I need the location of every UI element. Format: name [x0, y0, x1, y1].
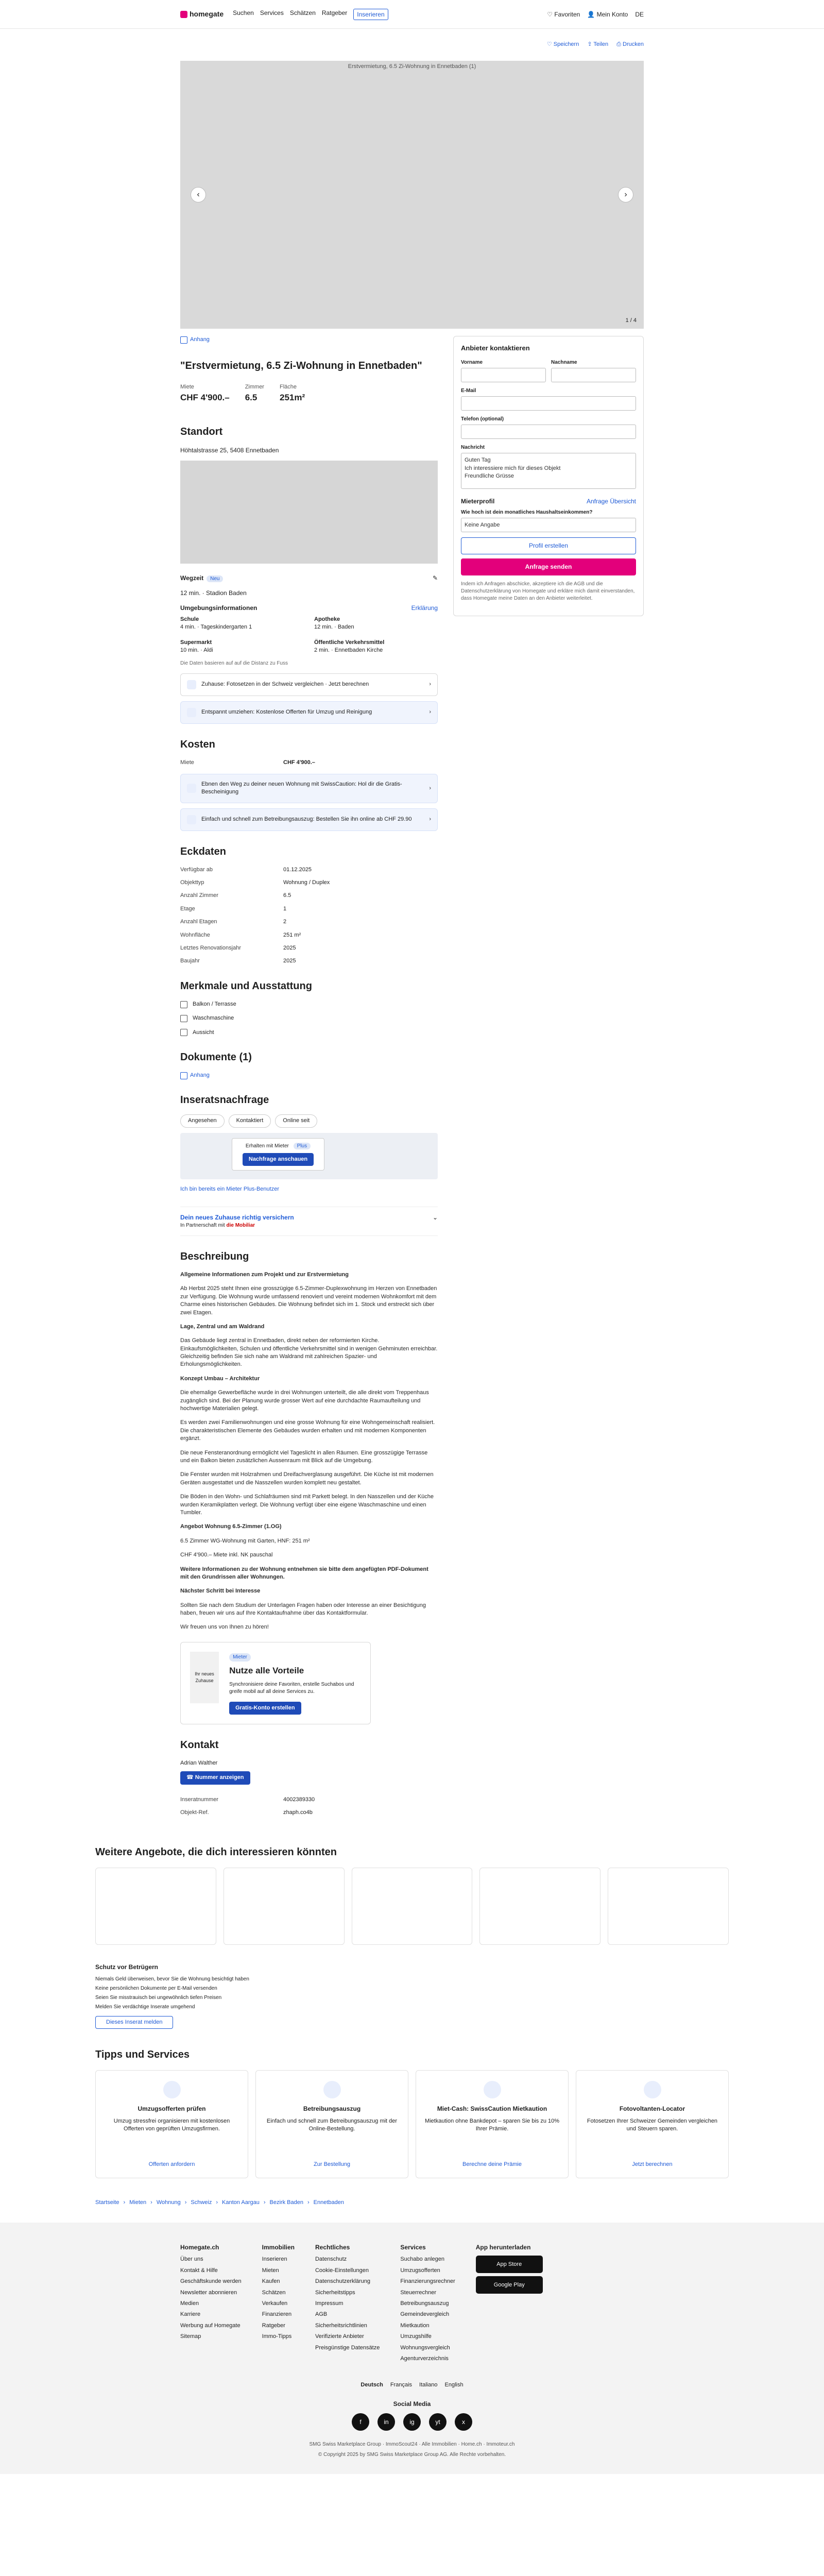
- description-paragraph: Weitere Informationen zu der Wohnung entnehmen sie bitte dem angefügten PDF-Dokument mit den Grundrissen aller Wohnungen.: [180, 1566, 428, 1580]
- nav-suchen[interactable]: Suchen: [233, 9, 254, 16]
- main-nav: [233, 9, 388, 21]
- contact-form: Anbieter kontaktieren Vorname Nachname E-Mail Telefon (optional) Nachricht Guten Tag Ich interessiere mich für dieses Objekt Freundliche Grüsse Mieterprofil Anfrage Übersicht Wie hoch ist dein monatliches Haushaltseinkommen? Keine Angabe Profil erstellen Anfrage senden Indem ich Anfragen abschicke, akzeptiere ich die AGB und die Datenschutzerklärung von Homegate und erkläre mich damit einverstanden, dass Homegate meine Daten an den Anbieter weiterleitet.: [453, 336, 644, 616]
- demand-blurred-stats: [180, 1133, 438, 1179]
- footer-link[interactable]: Cookie-Einstellungen: [315, 2267, 369, 2274]
- similar-heading: Weitere Angebote, die dich interessieren könnten: [95, 1846, 337, 1858]
- demand-heading: Inseratsnachfrage: [180, 1094, 269, 1106]
- nav-ratgeber[interactable]: Ratgeber: [321, 9, 348, 16]
- footer-link[interactable]: Finanzierungsrechner: [400, 2278, 455, 2285]
- description-paragraph: Die neue Fensteranordnung ermöglicht viel Tageslicht in allen Räumen. Eine grosszügige Terrasse und ein Balkon bieten zusätzlichen Aussenraum mit Blick auf die Umgebung.: [180, 1449, 428, 1464]
- x-icon[interactable]: x: [455, 2413, 472, 2431]
- footer-column-heading: Immobilien: [262, 2243, 295, 2251]
- footer-link[interactable]: Medien: [180, 2300, 199, 2307]
- report-listing-button[interactable]: Dieses Inserat melden: [95, 2016, 173, 2029]
- swisscaution-card[interactable]: Ebnen den Weg zu deiner neuen Wohnung mit SwissCaution: Hol dir die Gratis-Bescheinigung ›: [180, 774, 438, 803]
- footer-link[interactable]: Immo-Tipps: [262, 2333, 292, 2340]
- rooms-value: 6.5: [245, 392, 258, 402]
- description-paragraph: Nächster Schritt bei Interesse: [180, 1588, 261, 1595]
- listing-number: 4002389330: [283, 1796, 315, 1803]
- description-paragraph: Die Fenster wurden mit Holzrahmen und Dreifachverglasung ausgeführt. Die Küche ist mit modernen Geräten ausgestattet und die Nasszellen wurden komplett neu gestaltet.: [180, 1471, 434, 1486]
- homegate-logo[interactable]: homegate: [180, 9, 224, 20]
- location-heading: Standort: [180, 426, 223, 437]
- description-paragraph: 6.5 Zimmer WG-Wohnung mit Garten, HNF: 251 m²: [180, 1537, 310, 1544]
- linkedin-icon[interactable]: in: [377, 2413, 395, 2431]
- rooms-label: Zimmer: [245, 384, 264, 391]
- contact-name: Adrian Walther: [180, 1760, 218, 1767]
- view-icon: [180, 1029, 187, 1036]
- chevron-right-icon: ›: [429, 785, 431, 791]
- details-table: Verfügbar ab 01.12.2025 Objekttyp Wohnung / Duplex Anzahl Zimmer 6.5 Etage 1 Anzahl Etagen 2 Wohnfläche 251 m² Letztes Renovationsjahr 2025 Baujahr 2025: [180, 866, 330, 964]
- account-promo: [180, 1642, 371, 1724]
- tip-card-deposit: Miet-Cash: SwissCaution Mietkaution Mietkaution ohne Bankdepot – sparen Sie bis zu 10% Ihrer Prämie. Berechne deine Prämie: [416, 2070, 569, 2178]
- show-number-button[interactable]: ☎ Nummer anzeigen: [180, 1771, 250, 1784]
- description-paragraph: Ab Herbst 2025 steht Ihnen eine grosszügige 6.5-Zimmer-Duplexwohnung im Herzen von Ennetbaden zur Verfügung. Die Wohnung wurde umfassend renoviert und vereint modernen Wohnkomfort mit dem Charme eines historischen Gebäudes. Die Wohnung befindet sich im 1. Stock und erstreckt sich über zwei Etagen.: [180, 1285, 437, 1316]
- poi-note: Die Daten basieren auf auf die Distanz zu Fuss: [180, 660, 288, 666]
- footer-apps: App herunterladen App Store Google Play: [476, 2243, 543, 2366]
- description-body: [180, 1271, 438, 1632]
- poi-school-label: Schule: [180, 616, 199, 622]
- breadcrumb-item[interactable]: Bezirk Baden: [269, 2199, 303, 2206]
- balcony-icon: [180, 1001, 187, 1008]
- footer-column-heading: Homegate.ch: [180, 2243, 219, 2251]
- view-demand-button[interactable]: Nachfrage anschauen: [243, 1153, 314, 1166]
- description-paragraph: Das Gebäude liegt zentral in Ennetbaden, direkt neben der reformierten Kirche. Einkaufsmöglichkeiten, Schulen und öffentliche Verkehrsmittel sind in wenigen Gehminuten erreichbar. Gleichzeitig befinden Sie sich nahe am Waldrand mit zahlreichen Spazier- und Erholungsmöglichkeiten.: [180, 1337, 438, 1368]
- moving-offers-card[interactable]: Entspannt umziehen: Kostenlose Offerten für Umzug und Reinigung ›: [180, 701, 438, 724]
- insurance-title[interactable]: Dein neues Zuhause richtig versichern: [180, 1214, 294, 1222]
- print-button[interactable]: ⎙ Drucken: [616, 41, 644, 48]
- tips-heading: Tipps und Services: [95, 2049, 190, 2061]
- group-links: SMG Swiss Marketplace Group · ImmoScout24 · Alle Immobilien · Home.ch · Immoteur.ch: [309, 2442, 515, 2448]
- footer-languages: [180, 2381, 644, 2389]
- footer-link[interactable]: Karriere: [180, 2311, 201, 2318]
- similar-listing-card[interactable]: [352, 1868, 473, 1945]
- mobiliar-logo: die Mobiliar: [226, 1222, 255, 1228]
- description-paragraph: Allgemeine Informationen zum Projekt und zur Erstvermietung: [180, 1271, 349, 1278]
- footer-link[interactable]: Kaufen: [262, 2278, 280, 2285]
- location-map[interactable]: [180, 461, 438, 564]
- breadcrumb-item[interactable]: Kanton Aargau: [222, 2199, 260, 2206]
- poi-transport-value: 2 min. · Ennetbaden Kirche: [314, 647, 383, 654]
- footer-column-heading: Services: [400, 2243, 426, 2251]
- truck-icon: [163, 2081, 181, 2098]
- demand-online-since: Online seit: [275, 1114, 317, 1127]
- attachment-icon: [180, 336, 187, 344]
- tip-deposit-link[interactable]: Berechne deine Prämie: [462, 2161, 522, 2167]
- costs-rent-label: Miete: [180, 759, 194, 766]
- social-heading: Social Media: [393, 2400, 431, 2408]
- tip-card-extract: Betreibungsauszug Einfach und schnell zum Betreibungsauszug mit der Online-Bestellung. Zur Bestellung: [255, 2070, 408, 2178]
- description-paragraph: Die ehemalige Gewerbefläche wurde in drei Wohnungen unterteilt, die alle direkt vom Treppenhaus zugänglich sind. Bei der Planung wurde grosser Wert auf eine durchdachte Raumaufteilung und hochwertige Materialien gelegt.: [180, 1389, 429, 1412]
- demand-viewed: Angesehen: [180, 1114, 225, 1127]
- poi-school-value: 4 min. · Tageskindergarten 1: [180, 624, 252, 631]
- footer-link[interactable]: Umzugsofferten: [400, 2267, 440, 2274]
- footer-column: [400, 2243, 455, 2366]
- site-footer: [0, 2223, 824, 2475]
- footer-link[interactable]: Finanzieren: [262, 2311, 292, 2318]
- footer-link[interactable]: Suchabo anlegen: [400, 2256, 444, 2263]
- pin-icon: [644, 2081, 661, 2098]
- tip-card-moving: Umzugsofferten prüfen Umzug stressfrei organisieren mit kostenlosen Offerten von geprüften Umzugsfirmen. Offerten anfordern: [95, 2070, 248, 2178]
- footer-link[interactable]: Über uns: [180, 2256, 203, 2263]
- similar-listing-card[interactable]: [95, 1868, 216, 1945]
- description-paragraph: Lage, Zentral und am Waldrand: [180, 1323, 265, 1330]
- footer-link[interactable]: Impressum: [315, 2300, 344, 2307]
- message-field[interactable]: Guten Tag Ich interessiere mich für dieses Objekt Freundliche Grüsse: [461, 453, 636, 489]
- footer-link[interactable]: Kontakt & Hilfe: [180, 2267, 218, 2274]
- gallery-counter: 1 / 4: [625, 317, 637, 324]
- last-name-field[interactable]: [551, 368, 636, 382]
- footer-link[interactable]: Datenschutzerklärung: [315, 2278, 370, 2285]
- footer-link[interactable]: Mietkaution: [400, 2322, 430, 2329]
- contact-heading: Kontakt: [180, 1739, 219, 1751]
- footer-link[interactable]: Wohnungsvergleich: [400, 2344, 450, 2351]
- footer-link[interactable]: Umzugshilfe: [400, 2333, 432, 2340]
- image-gallery[interactable]: [180, 61, 644, 329]
- tip-tax-link[interactable]: Jetzt berechnen: [632, 2161, 673, 2167]
- lang-fr[interactable]: Français: [390, 2382, 413, 2388]
- footer-link[interactable]: Preisgünstige Datensätze: [315, 2344, 380, 2351]
- footer-link[interactable]: Sitemap: [180, 2333, 201, 2340]
- breadcrumb-item[interactable]: Startseite: [95, 2199, 119, 2206]
- footer-column: [180, 2243, 242, 2366]
- description-section: [180, 1249, 438, 1632]
- copyright: © Copyright 2025 by SMG Swiss Marketplace Group AG. Alle Rechte vorbehalten.: [318, 2452, 506, 2458]
- footer-link[interactable]: Geschäftskunde werden: [180, 2278, 242, 2285]
- create-profile-button[interactable]: Profil erstellen: [461, 537, 636, 554]
- shield-icon: [187, 784, 196, 793]
- area-info-heading: Umgebungsinformationen: [180, 604, 258, 612]
- footer-link[interactable]: Verifizierte Anbieter: [315, 2333, 364, 2340]
- tax-icon: [187, 680, 196, 689]
- nav-schaetzen[interactable]: Schätzen: [289, 9, 316, 16]
- features-heading: Merkmale und Ausstattung: [180, 980, 312, 992]
- tax-compare-card[interactable]: Zuhause: Fotosetzen in der Schweiz vergleichen · Jetzt berechnen ›: [180, 673, 438, 696]
- income-select[interactable]: Keine Angabe: [461, 518, 636, 532]
- breadcrumb-item[interactable]: Ennetbaden: [313, 2199, 344, 2206]
- poi-pharmacy-label: Apotheke: [314, 616, 340, 622]
- nav-inserieren[interactable]: Inserieren: [353, 9, 388, 21]
- document-icon: [187, 815, 196, 824]
- footer-link[interactable]: Mieten: [262, 2267, 279, 2274]
- commute-value: 12 min. · Stadion Baden: [180, 589, 247, 597]
- costs-rent-value: CHF 4'900.–: [283, 759, 315, 766]
- account-link[interactable]: 👤 Mein Konto: [587, 10, 628, 18]
- tip-extract-link[interactable]: Zur Bestellung: [314, 2161, 350, 2167]
- area-label: Fläche: [279, 384, 297, 391]
- tip-moving-link[interactable]: Offerten anfordern: [148, 2161, 195, 2167]
- breadcrumb: Startseite › Mieten › Wohnung › Schweiz › Kanton Aargau › Bezirk Baden › Ennetbaden: [95, 2199, 729, 2207]
- gallery-image-alt: Erstvermietung, 6.5 Zi-Wohnung in Ennetbaden (1): [348, 63, 476, 70]
- breadcrumb-item[interactable]: Mieten: [129, 2199, 147, 2206]
- demand-upsell-popup: Erhalten mit Mieter Plus Nachfrage anschauen: [232, 1138, 324, 1171]
- details-heading: Eckdaten: [180, 845, 226, 857]
- contact-form-heading: Anbieter kontaktieren: [461, 344, 530, 352]
- poi-transport-label: Öffentliche Verkehrsmittel: [314, 639, 385, 646]
- first-name-field[interactable]: [461, 368, 546, 382]
- nav-services[interactable]: Services: [260, 9, 284, 16]
- description-paragraph: Angebot Wohnung 6.5-Zimmer (1.OG): [180, 1523, 282, 1530]
- area-value: 251m²: [279, 392, 305, 402]
- attachment-link[interactable]: Anhang: [180, 336, 438, 344]
- footer-link[interactable]: Verkaufen: [262, 2300, 288, 2307]
- breadcrumb-item[interactable]: Wohnung: [156, 2199, 181, 2206]
- chevron-right-icon: ›: [429, 681, 431, 687]
- facebook-icon[interactable]: f: [352, 2413, 369, 2431]
- promo-badge: Mieter: [229, 1653, 251, 1662]
- description-paragraph: Die Böden in den Wohn- und Schlafräumen sind mit Parkett belegt. In den Nasszellen und der Küche wurden Keramikplatten verlegt. Die Wohnung verfügt über eine eigene Waschmaschine und einen Tumbler.: [180, 1494, 434, 1516]
- commute-new-badge: Neu: [207, 575, 223, 582]
- area-info-link[interactable]: Erklärung: [411, 604, 438, 612]
- breadcrumb-item[interactable]: Schweiz: [191, 2199, 212, 2206]
- lang-en[interactable]: English: [444, 2382, 464, 2388]
- promo-text: Synchronisiere deine Favoriten, erstelle Suchabos und greife mobil auf all deine Services zu.: [229, 1681, 354, 1694]
- debt-extract-card[interactable]: Einfach und schnell zum Betreibungsauszug: Bestellen Sie ihn online ab CHF 29.90 ›: [180, 808, 438, 831]
- footer-link[interactable]: Sicherheitsrichtlinien: [315, 2322, 367, 2329]
- footer-link[interactable]: AGB: [315, 2311, 328, 2318]
- document-icon: [323, 2081, 341, 2098]
- share-button[interactable]: ⇪ Teilen: [587, 41, 609, 48]
- footer-link[interactable]: Agenturverzeichnis: [400, 2355, 449, 2362]
- poi-supermarket-label: Supermarkt: [180, 639, 212, 646]
- footer-link[interactable]: Datenschutz: [315, 2256, 347, 2263]
- poi-pharmacy-value: 12 min. · Baden: [314, 624, 354, 631]
- object-ref: zhaph.co4b: [283, 1809, 313, 1816]
- already-user-link[interactable]: Ich bin bereits ein Mieter Plus-Benutzer: [180, 1185, 279, 1192]
- instagram-icon[interactable]: ig: [403, 2413, 421, 2431]
- footer-link[interactable]: Schätzen: [262, 2289, 286, 2296]
- promo-title: Nutze alle Vorteile: [229, 1665, 304, 1675]
- footer-link[interactable]: Gemeindevergleich: [400, 2311, 450, 2318]
- save-button[interactable]: ♡ Speichern: [546, 41, 579, 48]
- rent-label: Miete: [180, 384, 194, 391]
- documents-heading: Dokumente (1): [180, 1052, 252, 1063]
- footer-link[interactable]: Sicherheitstipps: [315, 2289, 355, 2296]
- costs-heading: Kosten: [180, 738, 215, 750]
- google-play-button[interactable]: Google Play: [476, 2276, 543, 2294]
- gallery-prev-button[interactable]: ‹: [191, 187, 206, 202]
- app-store-button[interactable]: App Store: [476, 2256, 543, 2273]
- footer-column: [315, 2243, 380, 2366]
- footer-column-heading: Rechtliches: [315, 2243, 350, 2251]
- gallery-next-button[interactable]: ›: [618, 187, 633, 202]
- edit-commute-icon[interactable]: ✎: [432, 574, 438, 582]
- similar-listing-card[interactable]: [608, 1868, 729, 1945]
- footer-column: [262, 2243, 295, 2366]
- phone-field[interactable]: [461, 425, 636, 439]
- footer-link[interactable]: Betreibungsauszug: [400, 2300, 449, 2307]
- listing-actions: [180, 29, 644, 61]
- chevron-down-icon[interactable]: ⌄: [432, 1214, 438, 1222]
- send-inquiry-button[interactable]: Anfrage senden: [461, 558, 636, 575]
- footer-link[interactable]: Werbung auf Homegate: [180, 2322, 241, 2329]
- description-heading: Beschreibung: [180, 1250, 249, 1262]
- youtube-icon[interactable]: yt: [429, 2413, 447, 2431]
- email-field[interactable]: [461, 396, 636, 411]
- description-paragraph: CHF 4'900.– Miete inkl. NK pauschal: [180, 1552, 273, 1558]
- similar-listing-card[interactable]: [479, 1868, 600, 1945]
- footer-link[interactable]: Newsletter abonnieren: [180, 2289, 237, 2296]
- profile-overview-link[interactable]: Anfrage Übersicht: [586, 498, 636, 505]
- shield-icon: [484, 2081, 501, 2098]
- fraud-protection: Schutz vor Betrügern Niemals Geld überweisen, bevor Sie die Wohnung besichtigt haben Keine persönlichen Dokumente per E-Mail versenden Seien Sie misstrauisch bei ungewöhnlich tiefen Preisen Melden Sie verdächtige Inserate umgehend Dieses Inserat melden: [95, 1962, 729, 2029]
- footer-link[interactable]: Steuerrechner: [400, 2289, 437, 2296]
- form-legal-text: Indem ich Anfragen abschicke, akzeptiere ich die AGB und die Datenschutzerklärung von Homegate und erkläre mich damit einverstanden, dass Homegate meine Daten an den Anbieter weiterleitet.: [461, 581, 635, 601]
- chevron-right-icon: ›: [429, 708, 431, 715]
- description-paragraph: Es werden zwei Familienwohnungen und eine grosse Wohnung für eine Wohngemeinschaft realisiert. Die charakteristischen Elemente des Gebäudes wurden erhalten und mit modernen Komponenten ergänzt.: [180, 1419, 435, 1442]
- listing-title: "Erstvermietung, 6.5 Zi-Wohnung in Ennetbaden": [180, 360, 422, 372]
- lang-it[interactable]: Italiano: [419, 2382, 438, 2388]
- footer-link[interactable]: Ratgeber: [262, 2322, 285, 2329]
- rent-value: CHF 4'900.–: [180, 392, 230, 402]
- tip-card-tax: Fotovoltanten-Locator Fotosetzen Ihrer Schweizer Gemeinden vergleichen und Steuern sparen. Jetzt berechnen: [576, 2070, 729, 2178]
- chevron-right-icon: ›: [429, 816, 431, 822]
- create-account-button[interactable]: Gratis-Konto erstellen: [229, 1702, 301, 1715]
- commute-label: Wegzeit: [180, 574, 204, 582]
- poi-supermarket-value: 10 min. · Aldi: [180, 647, 213, 654]
- description-paragraph: Sollten Sie nach dem Studium der Unterlagen Fragen haben oder Interesse an einer Besichtigung haben, freuen wir uns auf Ihre Kontaktaufnahme über das Kontaktformular.: [180, 1602, 426, 1617]
- similar-listing-card[interactable]: [224, 1868, 345, 1945]
- description-paragraph: Wir freuen uns von Ihnen zu hören!: [180, 1624, 269, 1631]
- document-link[interactable]: Anhang: [180, 1072, 438, 1079]
- address: Höhtalstrasse 25, 5408 Ennetbaden: [180, 446, 279, 454]
- demand-contacted: Kontaktiert: [229, 1114, 271, 1127]
- washing-machine-icon: [180, 1015, 187, 1022]
- document-icon: [180, 1072, 187, 1079]
- lang-de[interactable]: Deutsch: [360, 2382, 383, 2388]
- description-paragraph: Konzept Umbau – Architektur: [180, 1375, 260, 1382]
- site-header: [0, 0, 824, 29]
- truck-icon: [187, 708, 196, 717]
- logo-icon: [180, 11, 187, 18]
- footer-link[interactable]: Inserieren: [262, 2256, 287, 2263]
- promo-image: Ihr neues Zuhause: [190, 1652, 219, 1703]
- favorites-link[interactable]: ♡ Favoriten: [547, 10, 580, 18]
- language-select[interactable]: DE: [635, 10, 644, 18]
